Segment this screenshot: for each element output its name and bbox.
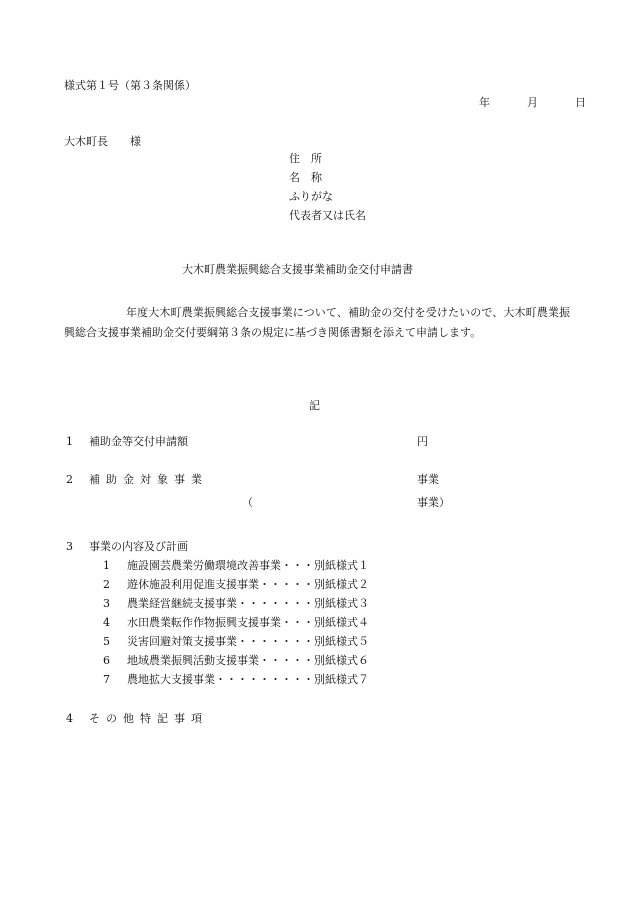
list-item-number: 2	[103, 578, 110, 591]
date-day-label: 日	[575, 96, 586, 109]
item1-number: 1	[66, 435, 73, 448]
item2-paren-open: （	[242, 496, 253, 509]
list-item-text: 施設園芸農業労働環境改善事業・・・別紙様式１	[127, 559, 369, 572]
item1-label: 補助金等交付申請額	[89, 435, 188, 448]
item3-label: 事業の内容及び計画	[89, 540, 188, 553]
list-item-number: 3	[103, 597, 110, 610]
list-item	[103, 617, 369, 628]
list-item-text: 農業経営継続支援事業・・・・・・・別紙様式３	[127, 597, 369, 610]
list-item-text: 地域農業振興活動支援事業・・・・・別紙様式６	[127, 654, 369, 667]
list-item-number: 5	[103, 635, 110, 648]
item2-number: 2	[66, 473, 73, 486]
item3-number: 3	[66, 540, 73, 553]
item2-label: 補助金対象事業	[89, 473, 208, 486]
list-item	[103, 598, 369, 609]
recipient: 大木町長 様	[64, 135, 141, 148]
list-item-text: 水田農業転作作物振興支援事業・・・別紙様式４	[127, 616, 369, 629]
form-number: 様式第１号（第３条関係）	[64, 79, 196, 92]
list-item-number: 6	[103, 654, 110, 667]
applicant-address-label: 住 所	[289, 152, 322, 165]
list-item	[103, 674, 369, 685]
body-paragraph: 年度大木町農業振興総合支援事業について、補助金の交付を受けたいので、大木町農業振興総合支援事業補助金交付要綱第３条の規定に基づき関係書類を添えて申請します。	[64, 306, 570, 339]
document-title: 大木町農業振興総合支援事業補助金交付申請書	[182, 263, 413, 276]
date-month-label: 月	[527, 96, 538, 109]
list-item-text: 遊休施設利用促進支援事業・・・・・別紙様式２	[127, 578, 369, 591]
list-item-text: 災害回避対策支援事業・・・・・・・別紙様式５	[127, 635, 369, 648]
list-item-number: 7	[103, 673, 110, 686]
item4-label: その他特記事項	[89, 712, 208, 725]
list-item-number: 4	[103, 616, 110, 629]
item2-paren-unit: 事業）	[417, 496, 450, 509]
date-year-label: 年	[479, 96, 490, 109]
list-item	[103, 636, 369, 647]
applicant-name-label: 名 称	[289, 171, 322, 184]
applicant-furigana-label: ふりがな	[289, 190, 333, 203]
list-item-text: 農地拡大支援事業・・・・・・・・・別紙様式７	[127, 673, 369, 686]
date-line	[479, 97, 586, 108]
list-item	[103, 579, 369, 590]
list-item-number: 1	[103, 559, 110, 572]
item2-unit: 事業	[417, 473, 439, 486]
item1-unit: 円	[417, 435, 428, 448]
applicant-representative-label: 代表者又は氏名	[289, 209, 366, 222]
ki-heading: 記	[309, 399, 320, 412]
item4-number: 4	[66, 712, 73, 725]
list-item	[103, 655, 369, 666]
list-item	[103, 560, 369, 571]
